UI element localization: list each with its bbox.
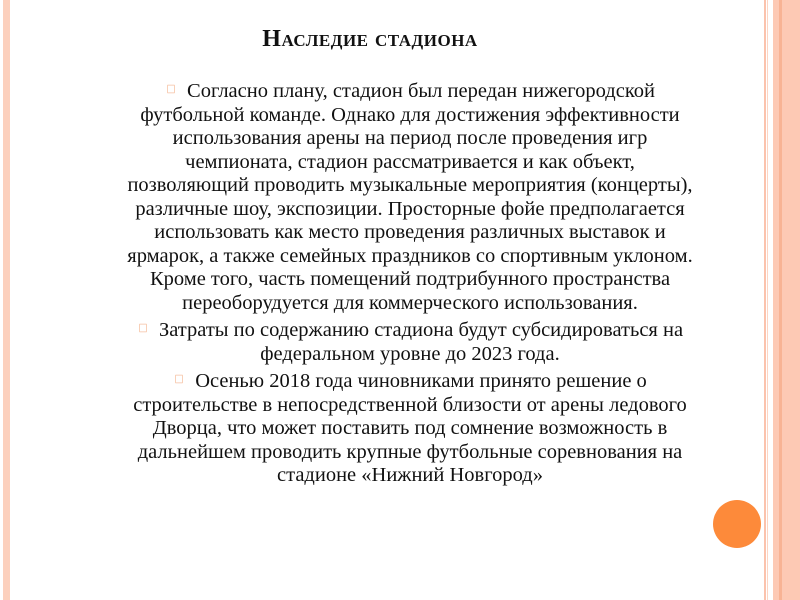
bullet-paragraph-1 [70,80,750,315]
decorative-orange-circle [713,500,761,548]
text-line [70,319,750,343]
bullet-icon [139,324,146,332]
right-frame-stripe [779,0,782,600]
text-line: Кроме того, часть помещений подтрибунного пространства [149,268,671,290]
bullet-paragraph-3 [70,370,750,488]
text-line: позволяющий проводить музыкальные мероприятия (концерты), [127,174,693,196]
text-line: строительстве в непосредственной близости от арены ледового [133,393,687,416]
text-line: использования арены на период после проведения игр [172,127,648,149]
right-frame-stripe [767,0,768,600]
text-line: стадионе «Нижний Новгород» [277,464,543,486]
text: Затраты по содержанию стадиона будут субсидироваться на [158,319,684,341]
right-frame-stripe [773,0,800,600]
slide-title: Наследие стадиона [262,26,478,52]
text-line: Дворца, что может поставить под сомнение возможность в [152,417,668,439]
text-line: использовать как место проведения различных выставок и [154,221,666,243]
right-frame-stripe [764,0,766,600]
text-line: ярмарок, а также семейных праздников со спортивным уклоном. [127,244,693,267]
bullet-paragraph-2 [70,319,750,366]
text-line: федеральном уровне до 2023 года. [260,342,560,365]
bullet-icon [176,375,183,383]
text-line [70,80,750,104]
text-line: футбольной команде. Однако для достижения эффективности [140,103,680,126]
text-line: различные шоу, экспозиции. Просторные фойе предполагается [135,197,685,220]
text-line: чемпионата, стадион рассматривается и как объект, [185,150,635,173]
left-frame-stripe [3,0,10,600]
text-line [70,370,750,394]
bullet-icon [167,85,174,93]
text: Осенью 2018 года чиновниками принято решение о [195,370,647,392]
text-line: переоборудуется для коммерческого использования. [182,291,638,314]
text-line: дальнейшем проводить крупные футбольные соревнования на [137,440,683,463]
text: Согласно плану, стадион был передан нижегородской [187,80,655,102]
